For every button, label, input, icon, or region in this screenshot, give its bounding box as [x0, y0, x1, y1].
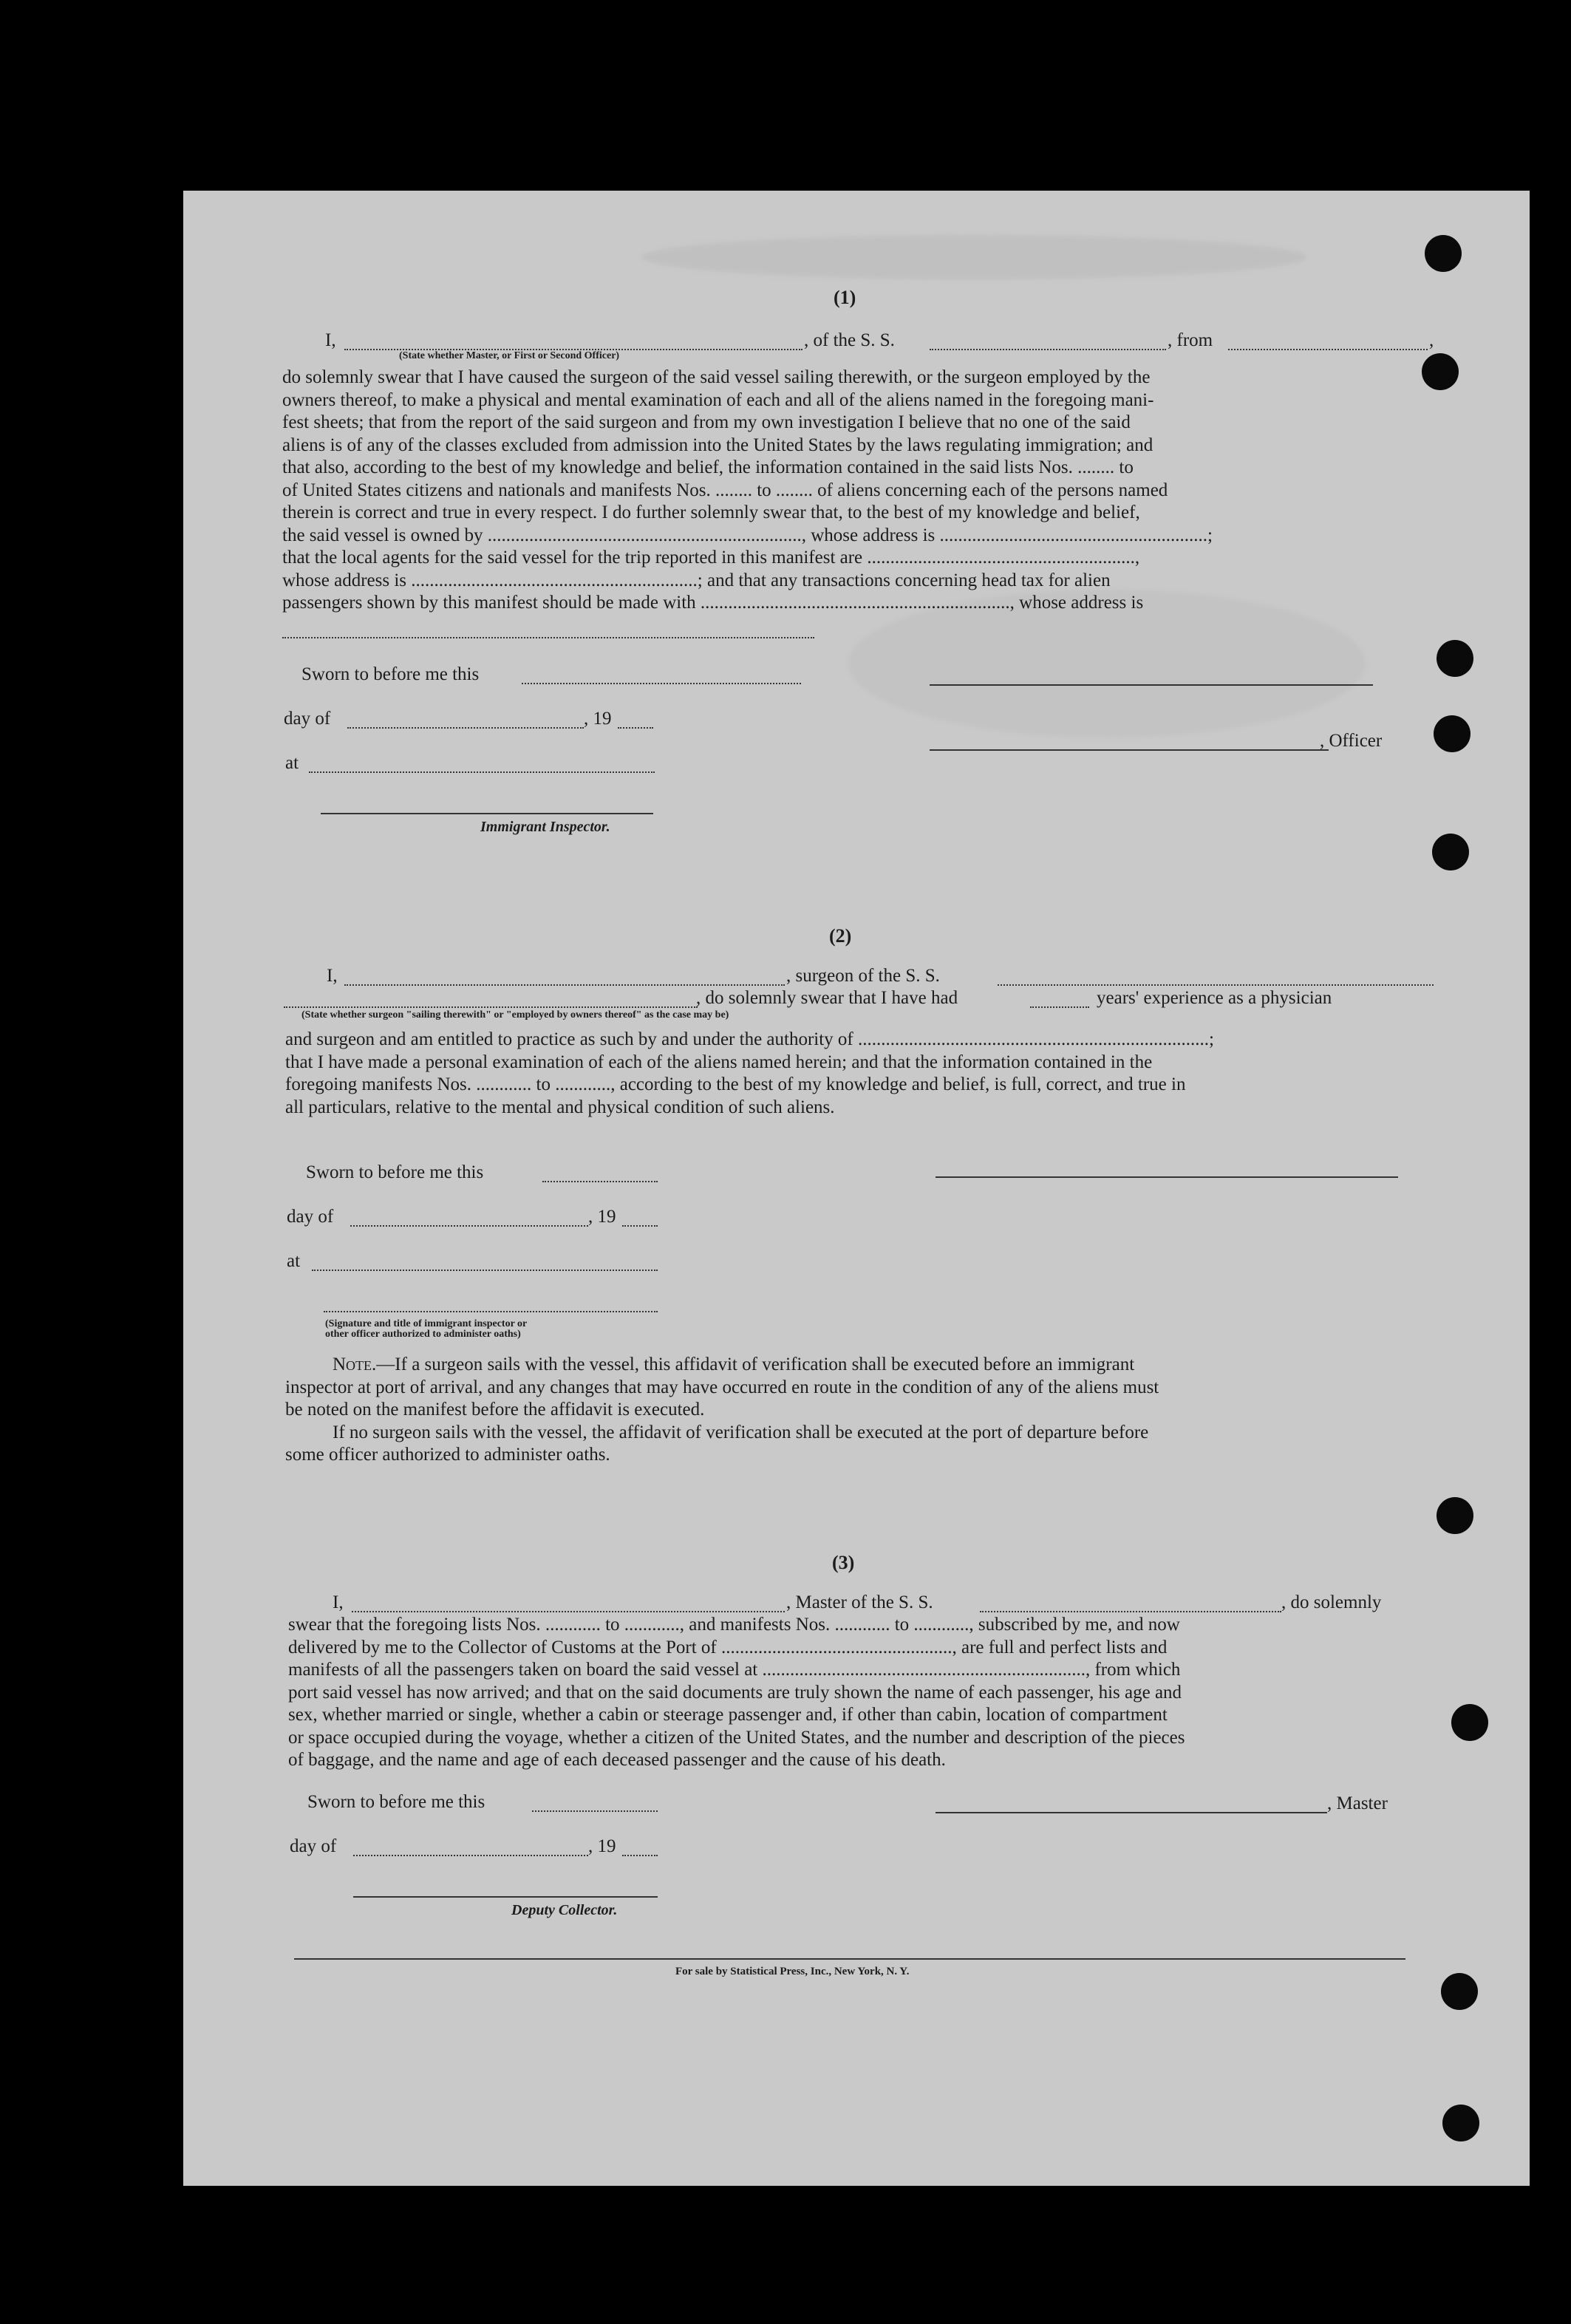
body-line: passengers shown by this manifest should be made with ..................................................................., whose address is: [282, 593, 1144, 613]
surgeon-of-label: , surgeon of the S. S.: [786, 966, 940, 986]
body-line: of United States citizens and nationals and manifests Nos. ........ to ........ of aliens concerning each of the persons named: [282, 480, 1168, 500]
section-2-sworn-field[interactable]: [542, 1181, 658, 1182]
body-line: fest sheets; that from the report of the said surgeon and from my own investigation I believe that no one of the said: [282, 412, 1131, 432]
vessel-name-field[interactable]: [930, 349, 1166, 350]
body-line: that I have made a personal examination of each of the aliens named herein; and that the information contained in the: [285, 1052, 1153, 1072]
note-block: [285, 1354, 1438, 1467]
note-line: some officer authorized to administer oaths.: [285, 1445, 610, 1465]
section-2-year-field[interactable]: [622, 1225, 658, 1227]
section-1-at-field[interactable]: [309, 771, 655, 773]
section-3-body: [288, 1614, 1441, 1772]
body-line: or space occupied during the voyage, whether a citizen of the United States, and the number and description of the pieces: [288, 1727, 1185, 1748]
body-line: aliens is of any of the classes excluded from admission into the United States by the laws regulating immigration; and: [282, 435, 1153, 455]
officer-signature-line-1[interactable]: [930, 684, 1373, 686]
body-line: manifests of all the passengers taken on board the said vessel at ......................................................................, from which: [288, 1660, 1181, 1680]
address-continuation-field[interactable]: [282, 637, 814, 638]
officer-hint: (State whether Master, or First or Second Officer): [399, 350, 620, 361]
surgeon-hint: (State whether surgeon "sailing therewith" or "employed by owners thereof" as the case may be): [301, 1009, 729, 1020]
solemnly-label: , do solemnly: [1281, 1592, 1382, 1612]
section-2-number: (2): [829, 925, 852, 947]
surgeon-signature-line[interactable]: [936, 1176, 1398, 1178]
punch-hole: [1434, 715, 1471, 752]
from-port-field[interactable]: [1228, 349, 1428, 350]
section-2-i-label: I,: [327, 966, 338, 986]
years-label: years' experience as a physician: [1097, 988, 1332, 1008]
years-field[interactable]: [1030, 1006, 1089, 1008]
section-2-at-field[interactable]: [312, 1270, 658, 1271]
section-1-number: (1): [834, 287, 856, 308]
body-line: and surgeon and am entitled to practice as such by and under the authority of ............................................................................;: [285, 1029, 1214, 1049]
section-3-day-of: day of: [290, 1836, 337, 1856]
surgeon-name-field[interactable]: [344, 984, 785, 986]
master-vessel-field[interactable]: [980, 1611, 1281, 1612]
signature-hint-1: (Signature and title of immigrant inspector or: [325, 1318, 528, 1329]
section-3-year-field[interactable]: [622, 1855, 658, 1856]
body-line: port said vessel has now arrived; and that on the said documents are truly shown the name of each passenger, his age and: [288, 1682, 1182, 1703]
footer-imprint: For sale by Statistical Press, Inc., New York, N. Y.: [675, 1966, 910, 1977]
section-2-sworn: Sworn to before me this: [306, 1162, 484, 1182]
section-2-body: [285, 1029, 1437, 1119]
section-1-day-of: day of: [284, 709, 331, 729]
master-signature-line[interactable]: [936, 1812, 1327, 1813]
body-line: sex, whether married or single, whether a cabin or steerage passenger and, if other than cabin, location of compartment: [288, 1705, 1168, 1725]
section-3-sworn-field[interactable]: [532, 1810, 658, 1812]
from-label: , from: [1168, 330, 1213, 350]
body-line: delivered by me to the Collector of Customs at the Port of .................................................., are full and perfect lists and: [288, 1637, 1168, 1657]
signature-hint-2: other officer authorized to administer oaths): [325, 1329, 521, 1340]
body-line: the said vessel is owned by ...................................................................., whose address is ..........................................................;: [282, 525, 1213, 545]
section-1-at: at: [285, 753, 299, 773]
immigrant-inspector-label: Immigrant Inspector.: [480, 819, 610, 835]
document-page: [183, 191, 1530, 2186]
punch-hole: [1437, 640, 1473, 677]
officer-signature-line-2[interactable]: [930, 749, 1329, 751]
punch-hole: [1451, 1704, 1488, 1741]
punch-hole: [1437, 1497, 1473, 1534]
body-line: do solemnly swear that I have caused the surgeon of the said vessel sailing therewith, or the surgeon employed by the: [282, 367, 1151, 387]
of-ss-label: , of the S. S.: [804, 330, 895, 350]
section-1-year-field[interactable]: [618, 727, 653, 729]
note-label: Note.: [333, 1354, 377, 1374]
section-3-sworn: Sworn to before me this: [307, 1792, 485, 1812]
master-of-label: , Master of the S. S.: [786, 1592, 933, 1612]
surgeon-status-field[interactable]: [284, 1006, 698, 1008]
note-line: —If a surgeon sails with the vessel, this affidavit of verification shall be executed before an immigrant: [376, 1354, 1135, 1374]
footer-rule: [294, 1958, 1405, 1960]
section-1-body: [282, 367, 1435, 615]
body-line: whose address is ..............................................................; and that any transactions concerning head tax for alien: [282, 570, 1111, 590]
body-line: therein is correct and true in every respect. I do further solemnly swear that, to the best of my knowledge and belief,: [282, 502, 1140, 522]
body-line: foregoing manifests Nos. ............ to ............, according to the best of my knowledge and belief, is full, correct, and true in: [285, 1074, 1186, 1094]
section-2-day-of: day of: [287, 1207, 334, 1227]
section-3-number: (3): [832, 1552, 855, 1573]
body-line: swear that the foregoing lists Nos. ............ to ............, and manifests Nos. ............ to ............, subscribed by me, and now: [288, 1615, 1180, 1635]
body-line: all particulars, relative to the mental and physical condition of such aliens.: [285, 1097, 835, 1117]
punch-hole: [1432, 834, 1469, 870]
master-label: , Master: [1327, 1793, 1388, 1813]
section-3-i-label: I,: [333, 1592, 344, 1612]
punch-hole: [1425, 235, 1462, 272]
section-1-sworn-field[interactable]: [522, 683, 801, 684]
section-1-sworn: Sworn to before me this: [301, 664, 480, 684]
deputy-signature-line[interactable]: [353, 1896, 658, 1898]
section-2-at: at: [287, 1251, 301, 1271]
body-line: that also, according to the best of my knowledge and belief, the information contained in the said lists Nos. ........ to: [282, 457, 1134, 477]
section-2-signature-field[interactable]: [324, 1311, 658, 1312]
section-1-comma: ,: [1429, 330, 1434, 350]
section-3-day-field[interactable]: [353, 1855, 588, 1856]
section-2-year: , 19: [588, 1207, 616, 1227]
master-name-field[interactable]: [352, 1611, 785, 1612]
note-line: If no surgeon sails with the vessel, the affidavit of verification shall be executed at the port of departure before: [333, 1422, 1149, 1442]
body-line: owners thereof, to make a physical and mental examination of each and all of the aliens named in the foregoing mani-: [282, 389, 1154, 410]
deputy-collector-label: Deputy Collector.: [511, 1902, 618, 1918]
officer-label: , Officer: [1320, 731, 1383, 751]
section-3-year: , 19: [588, 1836, 616, 1856]
section-2-day-field[interactable]: [350, 1225, 588, 1227]
body-line: of baggage, and the name and age of each deceased passenger and the cause of his death.: [288, 1750, 946, 1770]
punch-hole: [1442, 2105, 1479, 2141]
body-line: that the local agents for the said vessel for the trip reported in this manifest are ..........................................................,: [282, 548, 1140, 568]
note-line: be noted on the manifest before the affidavit is executed.: [285, 1400, 705, 1420]
section-1-i-label: I,: [325, 330, 336, 350]
note-line: inspector at port of arrival, and any changes that may have occurred en route in the condition of any of the aliens must: [285, 1377, 1159, 1397]
inspector-signature-line[interactable]: [321, 813, 653, 814]
section-1-day-field[interactable]: [347, 727, 584, 729]
section-1-year: , 19: [584, 709, 612, 729]
surgeon-vessel-field[interactable]: [998, 984, 1434, 986]
swear-label: , do solemnly swear that I have had: [696, 988, 958, 1008]
punch-hole: [1441, 1973, 1478, 2010]
